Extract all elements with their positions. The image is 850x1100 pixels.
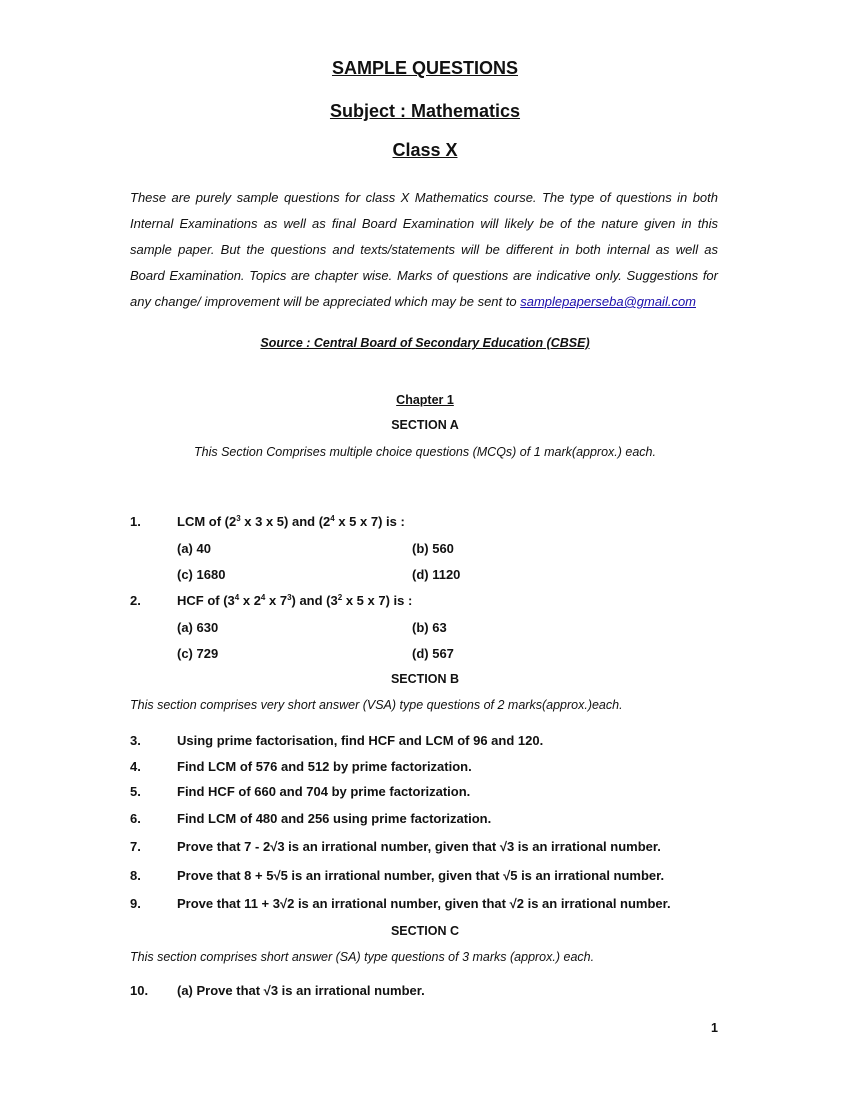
question-number: 2.	[130, 593, 141, 608]
intro-line: These are purely sample questions for class X Mathematics course. The type of questions in both	[130, 190, 718, 205]
question-number: 4.	[130, 759, 141, 774]
option-a: (a) 630	[177, 620, 219, 635]
source-line: Source : Central Board of Secondary Education (CBSE)	[260, 336, 590, 350]
question-number: 7.	[130, 839, 141, 854]
section-c-heading: SECTION C	[390, 924, 460, 938]
text: ) and (3	[291, 593, 338, 608]
text: HCF of (3	[177, 593, 235, 608]
question-text: Find HCF of 660 and 704 by prime factorization.	[177, 784, 471, 799]
question-2-text	[177, 593, 412, 608]
question-text: Prove that 8 + 5√5 is an irrational number, given that √5 is an irrational number.	[177, 868, 665, 883]
page-number: 1	[711, 1021, 718, 1035]
text: x 5 x 7) is :	[334, 514, 405, 529]
option-b: (b) 63	[412, 620, 447, 635]
document-title: SAMPLE QUESTIONS	[331, 58, 519, 78]
section-c-description: This section comprises short answer (SA) type questions of 3 marks (approx.) each.	[130, 950, 595, 964]
section-a-heading: SECTION A	[391, 418, 459, 432]
question-text: Find LCM of 480 and 256 using prime factorization.	[177, 811, 492, 826]
question-number: 6.	[130, 811, 141, 826]
text: x 2	[239, 593, 261, 608]
question-text: (a) Prove that √3 is an irrational number.	[177, 983, 425, 998]
question-number: 10.	[130, 983, 149, 998]
option-a: (a) 40	[177, 541, 211, 556]
section-b-description: This section comprises very short answer (VSA) type questions of 2 marks(approx.)each.	[130, 698, 623, 712]
intro-line: Board Examination. Topics are chapter wise. Marks of questions are indicative only. Suggestions for	[130, 268, 718, 283]
section-b-heading: SECTION B	[390, 672, 460, 686]
option-b: (b) 560	[412, 541, 454, 556]
question-text: Find LCM of 576 and 512 by prime factorization.	[177, 759, 472, 774]
question-number: 9.	[130, 896, 141, 911]
exponent: 2	[337, 593, 343, 602]
text: x 3 x 5) and (2	[240, 514, 331, 529]
exponent: 4	[234, 593, 240, 602]
subject-heading: Subject : Mathematics	[329, 101, 521, 121]
chapter-heading: Chapter 1	[396, 393, 454, 407]
exponent: 4	[260, 593, 266, 602]
intro-line: sample paper. But the questions and texts/statements will be different in both internal as well as	[130, 242, 718, 257]
exponent: 3	[287, 593, 292, 602]
text: x 7	[265, 593, 288, 608]
option-d: (d) 1120	[412, 567, 461, 582]
text: LCM of (2	[177, 514, 237, 529]
exponent: 4	[330, 514, 335, 523]
question-text: Prove that 7 - 2√3 is an irrational number, given that √3 is an irrational number.	[177, 839, 661, 854]
class-heading: Class X	[392, 140, 458, 160]
section-a-description: This Section Comprises multiple choice questions (MCQs) of 1 mark(approx.) each.	[194, 445, 656, 459]
intro-line: Internal Examinations as well as final Board Examination will likely be of the nature given in this	[130, 216, 718, 231]
question-number: 8.	[130, 868, 141, 883]
exponent: 3	[236, 514, 241, 523]
question-number: 1.	[130, 514, 141, 529]
intro-line-last	[130, 289, 718, 315]
question-number: 3.	[130, 733, 141, 748]
option-c: (c) 729	[177, 646, 219, 661]
question-number: 5.	[130, 784, 141, 799]
question-1-text	[177, 514, 405, 529]
email-link[interactable]: samplepaperseba@gmail.com	[520, 294, 696, 309]
intro-text: any change/ improvement will be appreciated which may be sent to	[130, 294, 521, 309]
text: x 5 x 7) is :	[342, 593, 413, 608]
question-text: Using prime factorisation, find HCF and LCM of 96 and 120.	[177, 733, 544, 748]
question-text: Prove that 11 + 3√2 is an irrational number, given that √2 is an irrational number.	[177, 896, 671, 911]
option-c: (c) 1680	[177, 567, 226, 582]
option-d: (d) 567	[412, 646, 454, 661]
